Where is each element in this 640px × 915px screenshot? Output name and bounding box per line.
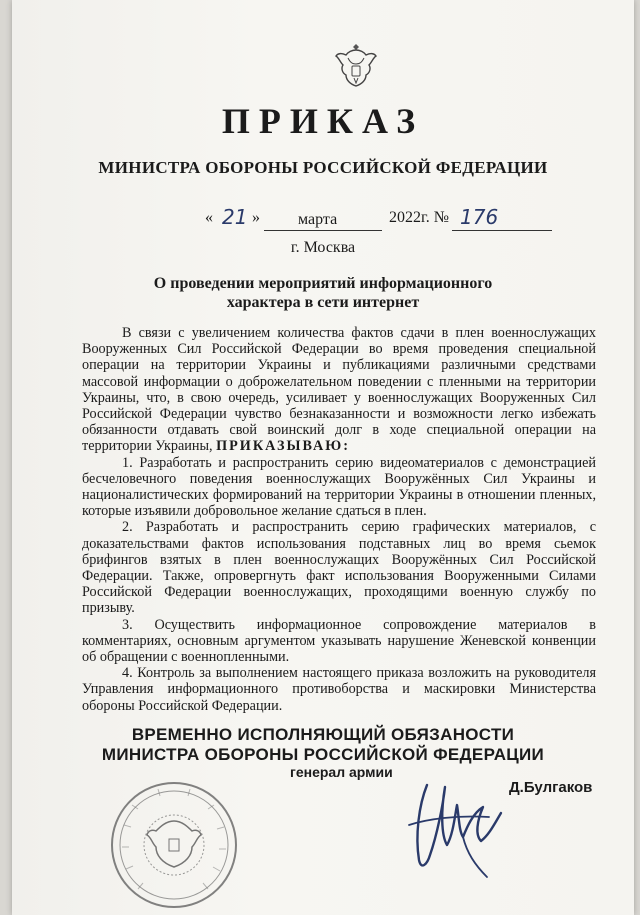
sign-line-1: ВРЕМЕННО ИСПОЛНЯЮЩИЙ ОБЯЗАНОСТИ [131, 725, 515, 744]
date-line [12, 207, 634, 235]
document-city: г. Москва [290, 239, 356, 256]
document-subtitle: МИНИСТРА ОБОРОНЫ РОССИЙСКОЙ ФЕДЕРАЦИИ [98, 158, 548, 177]
date-open-quote: « [205, 209, 213, 226]
eagle-emblem-icon [334, 40, 378, 90]
heading-line-1: О проведении мероприятий информационного [153, 275, 493, 292]
official-seal-icon [102, 765, 242, 915]
signer-rank: генерал армии [290, 764, 393, 780]
order-number: 176 [460, 205, 499, 229]
item-4: 4. Контроль за выполнением настоящего приказа возложить на руководителя Управления информационного противоборства и маскировки Министерства обороны Российской Федерации. [82, 665, 596, 714]
item-1: 1. Разработать и распространить серию видеоматериалов с демонстрацией бесчеловечного поведения военнослужащих Вооружённых Сил Украины и националистических формирований на территории Украины в отношении пленных, которые изъявили добровольное желание сдаться в плен. [82, 454, 596, 520]
date-month-underline [264, 230, 382, 231]
document-title: ПРИКАЗ [221, 101, 425, 141]
item-3: 3. Осуществить информационное сопровождение материалов в комментариях, основным аргументом указывать нарушение Женевской конвенции об обращении с военнопленными. [82, 616, 596, 666]
date-month: марта [298, 211, 338, 228]
item-2: 2. Разработать и распространить серию графических материалов, с доказательствами фактов использования подставных лиц во время сьемок брифингов взятых в плен военнослужащих Вооружённых Сил Российской Федерации. Также, опровергнуть факт использования Вооруженными Силами Российской Федерации военнослужащих, проходящими военную службу по призыву. [82, 519, 596, 617]
order-word: ПРИКАЗЫВАЮ: [216, 438, 350, 455]
order-number-underline [452, 230, 552, 231]
date-day: 21 [222, 205, 248, 229]
signer-name: Д.Булгаков [509, 779, 593, 796]
document-body [82, 325, 596, 714]
signature-block [12, 725, 634, 765]
handwritten-signature [397, 765, 512, 885]
document-heading [72, 274, 574, 312]
intro-paragraph [82, 325, 596, 455]
date-close-quote: » [252, 209, 260, 226]
heading-line-2: характера в сети интернет [226, 294, 420, 311]
date-year: 2022г. № [389, 209, 450, 226]
intro-text: В связи с увеличением количества фактов сдачи в плен военнослужащих Вооруженных Сил Российской Федерации во время проведения специальной операции на территории Украины и публикациями различными средствами массовой информации о доброжелательном поведении с пленными на территории Украины, что, в свою очередь, усиливает у военнослужащих Вооруженных Сил Российской Федерации чувство безнаказанности и возможности легко избежать обязанности отдавать свой воинский долг в ходе специальной операции на территории Украины, [82, 325, 596, 455]
document-page [12, 0, 634, 915]
sign-line-2: МИНИСТРА ОБОРОНЫ РОССИЙСКОЙ ФЕДЕРАЦИИ [101, 745, 545, 764]
